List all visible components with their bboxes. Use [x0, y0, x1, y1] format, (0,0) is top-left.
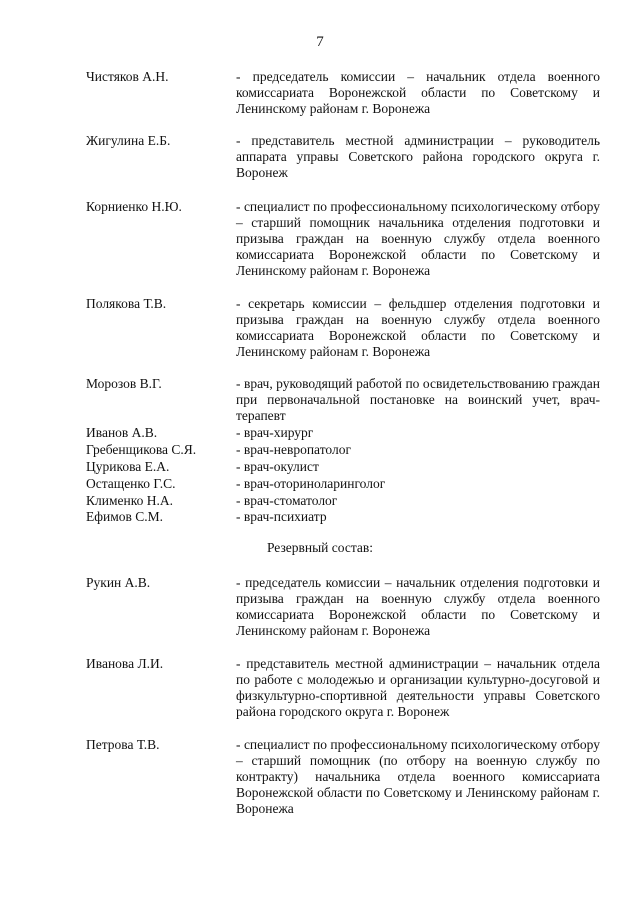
- reserve-role: - представитель местной администрации – начальник отдела по работе с молодежью и организации культурно-досуговой и физкультурно-спортивной деятельности управы Советского района городского округа г. Воронеж: [236, 656, 600, 719]
- doctor-row: [0, 509, 640, 525]
- reserve-name: Петрова Т.В.: [86, 737, 160, 752]
- doctor-name: Цурикова Е.А.: [86, 459, 170, 474]
- page-number: 7: [316, 34, 324, 50]
- doctor-role: - врач-окулист: [236, 459, 319, 474]
- reserve-name: Рукин А.В.: [86, 575, 151, 590]
- reserve-role: - председатель комиссии – начальник отделения подготовки и призыва граждан на военную службу отдела военного комиссариата Воронежской области по Советскому и Ленинскому районам г. Воронежа: [236, 575, 600, 638]
- doctor-row: [0, 425, 640, 441]
- doctor-role: - врач-стоматолог: [236, 493, 338, 508]
- reserve-section-title: Резервный состав:: [266, 540, 374, 555]
- member-name: Жигулина Е.Б.: [86, 133, 171, 148]
- member-role: - секретарь комиссии – фельдшер отделения подготовки и призыва граждан на военную службу отдела военного комиссариата Воронежской области по Советскому и Ленинскому районам г. Воронежа: [236, 296, 600, 359]
- member-role: - представитель местной администрации – руководитель аппарата управы Советского района городского округа г. Воронеж: [236, 133, 600, 180]
- member-name: Полякова Т.В.: [86, 296, 167, 311]
- doctor-name: Гребенщикова С.Я.: [86, 442, 197, 457]
- reserve-role: - специалист по профессиональному психологическому отбору – старший помощник (по отбору на военную службу по контракту) начальника отдела военного комиссариата Воронежской области по Советскому и Ленинскому районам г. Воронежа: [236, 737, 600, 816]
- doctor-role: - врач-хирург: [236, 425, 314, 440]
- doctor-name: Иванов А.В.: [86, 425, 158, 440]
- member-role: - специалист по профессиональному психологическому отбору – старший помощник начальника отделения подготовки и призыва граждан на военную службу отдела военного комиссариата Воронежской области по Советскому и Ленинскому районам г. Воронежа: [236, 199, 600, 278]
- doctor-row: [0, 459, 640, 475]
- member-name: Корниенко Н.Ю.: [86, 199, 182, 214]
- doctor-name: Клименко Н.А.: [86, 493, 173, 508]
- member-name: Чистяков А.Н.: [86, 69, 169, 84]
- doctor-name: Ефимов С.М.: [86, 509, 164, 524]
- member-name: Морозов В.Г.: [86, 376, 162, 391]
- member-role: - председатель комиссии – начальник отдела военного комиссариата Воронежской области по Советскому и Ленинскому районам г. Воронежа: [236, 69, 600, 116]
- member-role: - врач, руководящий работой по освидетельствованию граждан при первоначальной постановке на воинский учет, врач-терапевт: [236, 376, 600, 423]
- doctor-name: Остащенко Г.С.: [86, 476, 176, 491]
- doctor-row: [0, 493, 640, 509]
- doctor-role: - врач-психиатр: [236, 509, 327, 524]
- reserve-name: Иванова Л.И.: [86, 656, 164, 671]
- doctor-role: - врач-невропатолог: [236, 442, 352, 457]
- doctor-role: - врач-оториноларинголог: [236, 476, 386, 491]
- doctor-row: [0, 476, 640, 492]
- doctor-row: [0, 442, 640, 458]
